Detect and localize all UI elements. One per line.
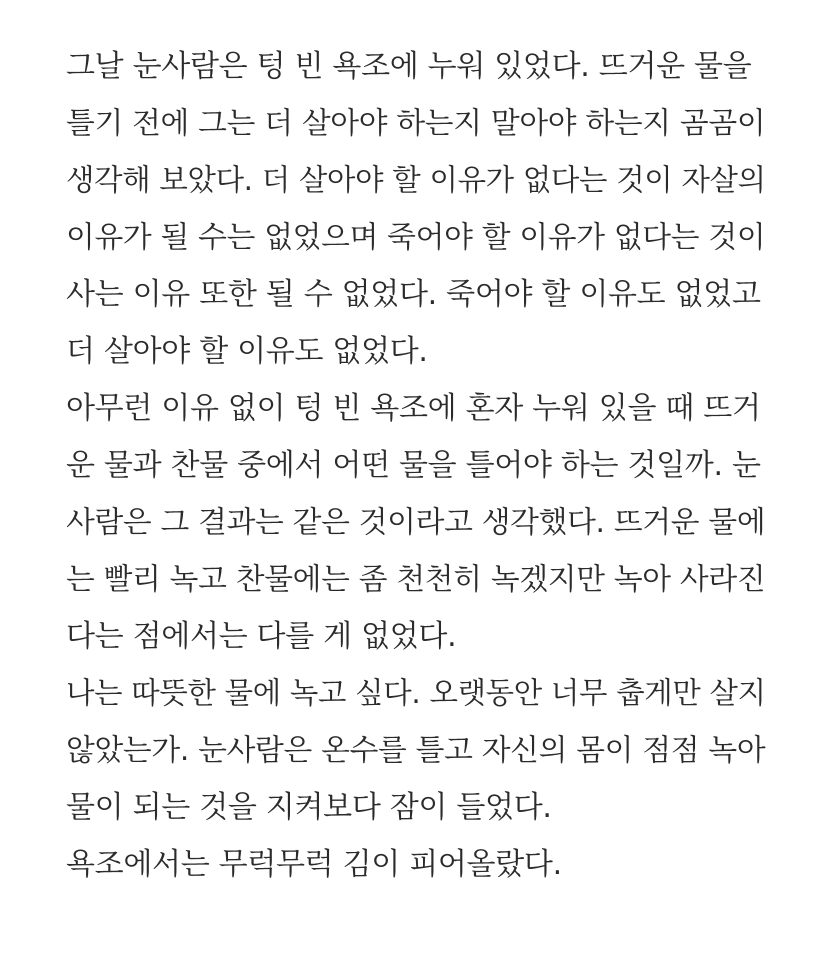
document-body <box>66 38 766 893</box>
text-line: 욕조에서는 무럭무럭 김이 피어올랐다. <box>66 847 562 882</box>
text-line: 생각해 보았다. 더 살아야 할 이유가 없다는 것이 자살의 <box>66 163 766 197</box>
text-line: 나는 따뜻한 물에 녹고 싶다. 오랫동안 너무 춥게만 살지 <box>66 676 766 710</box>
text-line: 이유가 될 수는 없었으며 죽어야 할 이유가 없다는 것이 <box>66 220 766 255</box>
text-line: 아무런 이유 없이 텅 빈 욕조에 혼자 누워 있을 때 뜨거 <box>66 391 761 426</box>
text-line: 는 빨리 녹고 찬물에는 좀 천천히 녹겠지만 녹아 사라진 <box>66 562 766 597</box>
text-line: 틀기 전에 그는 더 살아야 하는지 말아야 하는지 곰곰이 <box>66 106 766 141</box>
text-line: 사람은 그 결과는 같은 것이라고 생각했다. 뜨거운 물에 <box>66 505 766 540</box>
text-line: 운 물과 찬물 중에서 어떤 물을 틀어야 하는 것일까. 눈 <box>66 448 761 483</box>
text-line: 그날 눈사람은 텅 빈 욕조에 누워 있었다. 뜨거운 물을 <box>66 49 752 84</box>
text-line: 물이 되는 것을 지켜보다 잠이 들었다. <box>66 790 552 825</box>
text-line: 않았는가. 눈사람은 온수를 틀고 자신의 몸이 점점 녹아 <box>66 733 766 768</box>
text-line: 사는 이유 또한 될 수 없었다. 죽어야 할 이유도 없었고 <box>66 277 761 312</box>
text-line: 더 살아야 할 이유도 없었다. <box>66 334 428 369</box>
text-line: 다는 점에서는 다를 게 없었다. <box>66 619 457 654</box>
